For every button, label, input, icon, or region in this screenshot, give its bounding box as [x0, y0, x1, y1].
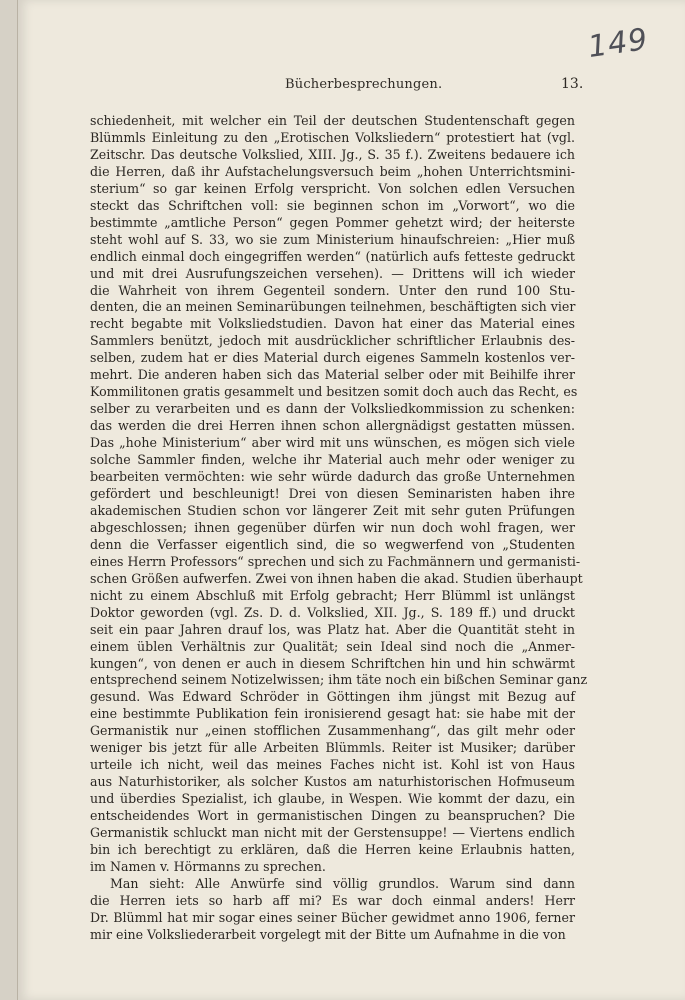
text-line: entscheidendes Wort in germanistischen Dingen zu beanspruchen? Die: [90, 808, 575, 824]
text-line: bestimmte „amtliche Person“ gegen Pommer gehetzt wird; der heiterste: [90, 214, 575, 230]
text-line: Das „hohe Ministerium“ aber wird mit uns wünschen, es mögen sich viele: [90, 435, 575, 451]
text-line: im Namen v. Hörmanns zu sprechen.: [90, 858, 326, 874]
text-line: kungen“, von denen er auch in diesem Schriftchen hin und hin schwärmt: [90, 655, 575, 671]
text-line: gefördert und beschleunigt! Drei von diesen Seminaristen haben ihre: [90, 485, 575, 501]
text-line: solche Sammler finden, welche ihr Material auch mehr oder weniger zu: [90, 452, 575, 468]
text-line: Blümmls Einleitung zu den „Erotischen Volksliedern“ protestiert hat (vgl.: [90, 129, 575, 145]
text-line: urteile ich nicht, weil das meines Faches nicht ist. Kohl ist von Haus: [90, 757, 575, 773]
text-line: einem üblen Verhältnis zur Qualität; sein Ideal sind noch die „Anmer-: [90, 638, 575, 654]
text-line: schiedenheit, mit welcher ein Teil der deutschen Studentenschaft gegen: [90, 113, 575, 128]
text-line: akademischen Studien schon vor längerer Zeit mit sehr guten Prüfungen: [90, 502, 575, 518]
text-line: selber zu verarbeiten und es dann der Volksliedkommission zu schenken:: [90, 401, 575, 417]
text-line: denten, die an meinen Seminarübungen teilnehmen, beschäftigten sich vier: [90, 299, 576, 315]
text-line: Zeitschr. Das deutsche Volkslied, XIII. Jg., S. 35 f.). Zweitens bedauere ich: [90, 146, 575, 162]
text-line: endlich einmal doch eingegriffen werden“ (natürlich aufs fetteste gedruckt: [90, 248, 575, 264]
text-line: gesund. Was Edward Schröder in Göttingen ihm jüngst mit Bezug auf: [90, 689, 575, 705]
handwritten-folio-number: 149: [585, 21, 651, 66]
text-line: steckt das Schriftchen voll: sie beginnen schon im „Vorwort“, wo die: [90, 197, 575, 213]
text-line: die Herren iets so harb aff mi? Es war doch einmal anders! Herr: [90, 892, 575, 908]
text-line: Germanistik nur „einen stofflichen Zusammenhang“, das gilt mehr oder: [90, 723, 575, 739]
text-line: eine bestimmte Publikation fein ironisierend gesagt hat: sie habe mit der: [90, 706, 575, 722]
text-line: weniger bis jetzt für alle Arbeiten Blümmls. Reiter ist Musiker; darüber: [90, 740, 575, 756]
text-line: abgeschlossen; ihnen gegenüber dürfen wir nun doch wohl fragen, wer: [90, 519, 575, 535]
text-line: Doktor geworden (vgl. Zs. D. d. Volkslied, XII. Jg., S. 189 ff.) und druckt: [90, 604, 575, 620]
text-line: aus Naturhistoriker, als solcher Kustos am naturhistorischen Hofmuseum: [90, 774, 575, 790]
text-line: Man sieht: Alle Anwürfe sind völlig grundlos. Warum sind dann: [110, 875, 575, 891]
text-line: Sammlers benützt, jedoch mit ausdrücklicher schriftlicher Erlaubnis des-: [90, 333, 575, 349]
text-line: und überdies Spezialist, ich glaube, in Wespen. Wie kommt der dazu, ein: [90, 791, 575, 807]
text-line: die Wahrheit von ihrem Gegenteil sondern. Unter den rund 100 Stu-: [90, 282, 575, 298]
text-line: bin ich berechtigt zu erklären, daß die Herren keine Erlaubnis hatten,: [90, 841, 575, 857]
text-line: sterium“ so gar keinen Erfolg verspricht. Von solchen edlen Versuchen: [90, 180, 575, 196]
running-header: Bücherbesprechungen.: [285, 77, 443, 92]
page-number: 13.: [561, 76, 584, 92]
text-line: denn die Verfasser eigentlich sind, die so wegwerfend von „Studenten: [90, 536, 575, 552]
text-line: nicht zu einem Abschluß mit Erfolg gebracht; Herr Blümml ist unlängst: [90, 587, 575, 603]
text-line: mehrt. Die anderen haben sich das Material selber oder mit Beihilfe ihrer: [90, 367, 575, 383]
text-line: Dr. Blümml hat mir sogar eines seiner Bücher gewidmet anno 1906, ferner: [90, 909, 575, 925]
text-line: eines Herrn Professors“ sprechen und sich zu Fachmännern und germanisti-: [90, 553, 581, 569]
text-line: seit ein paar Jahren drauf los, was Platz hat. Aber die Quantität steht in: [90, 621, 575, 637]
text-line: die Herren, daß ihr Aufstachelungsversuch beim „hohen Unterrichtsmini-: [90, 163, 575, 179]
text-line: recht begabte mit Volksliedstudien. Davon hat einer das Material eines: [90, 316, 575, 332]
text-line: steht wohl auf S. 33, wo sie zum Ministerium hinaufschreien: „Hier muß: [90, 231, 575, 247]
text-line: selben, zudem hat er dies Material durch eigenes Sammeln kostenlos ver-: [90, 350, 575, 366]
text-line: mir eine Volksliederarbeit vorgelegt mit der Bitte um Aufnahme in die von: [90, 926, 566, 942]
text-line: bearbeiten vermöchten: wie sehr würde dadurch das große Unternehmen: [90, 469, 575, 485]
text-line: entsprechend seinem Notizelwissen; ihm täte noch ein bißchen Seminar ganz: [90, 672, 588, 688]
text-line: das werden die drei Herren ihnen schon allergnädigst gestatten müssen.: [90, 418, 575, 434]
text-line: und mit drei Ausrufungszeichen versehen). — Drittens will ich wieder: [90, 265, 575, 281]
text-line: Germanistik schluckt man nicht mit der Gerstensuppe! — Viertens endlich: [90, 825, 575, 841]
body-text: [90, 113, 588, 944]
text-line: Kommilitonen gratis gesammelt und besitzen somit doch auch das Recht, es: [90, 384, 578, 400]
text-line: schen Größen aufwerfen. Zwei von ihnen haben die akad. Studien überhaupt: [90, 570, 583, 586]
